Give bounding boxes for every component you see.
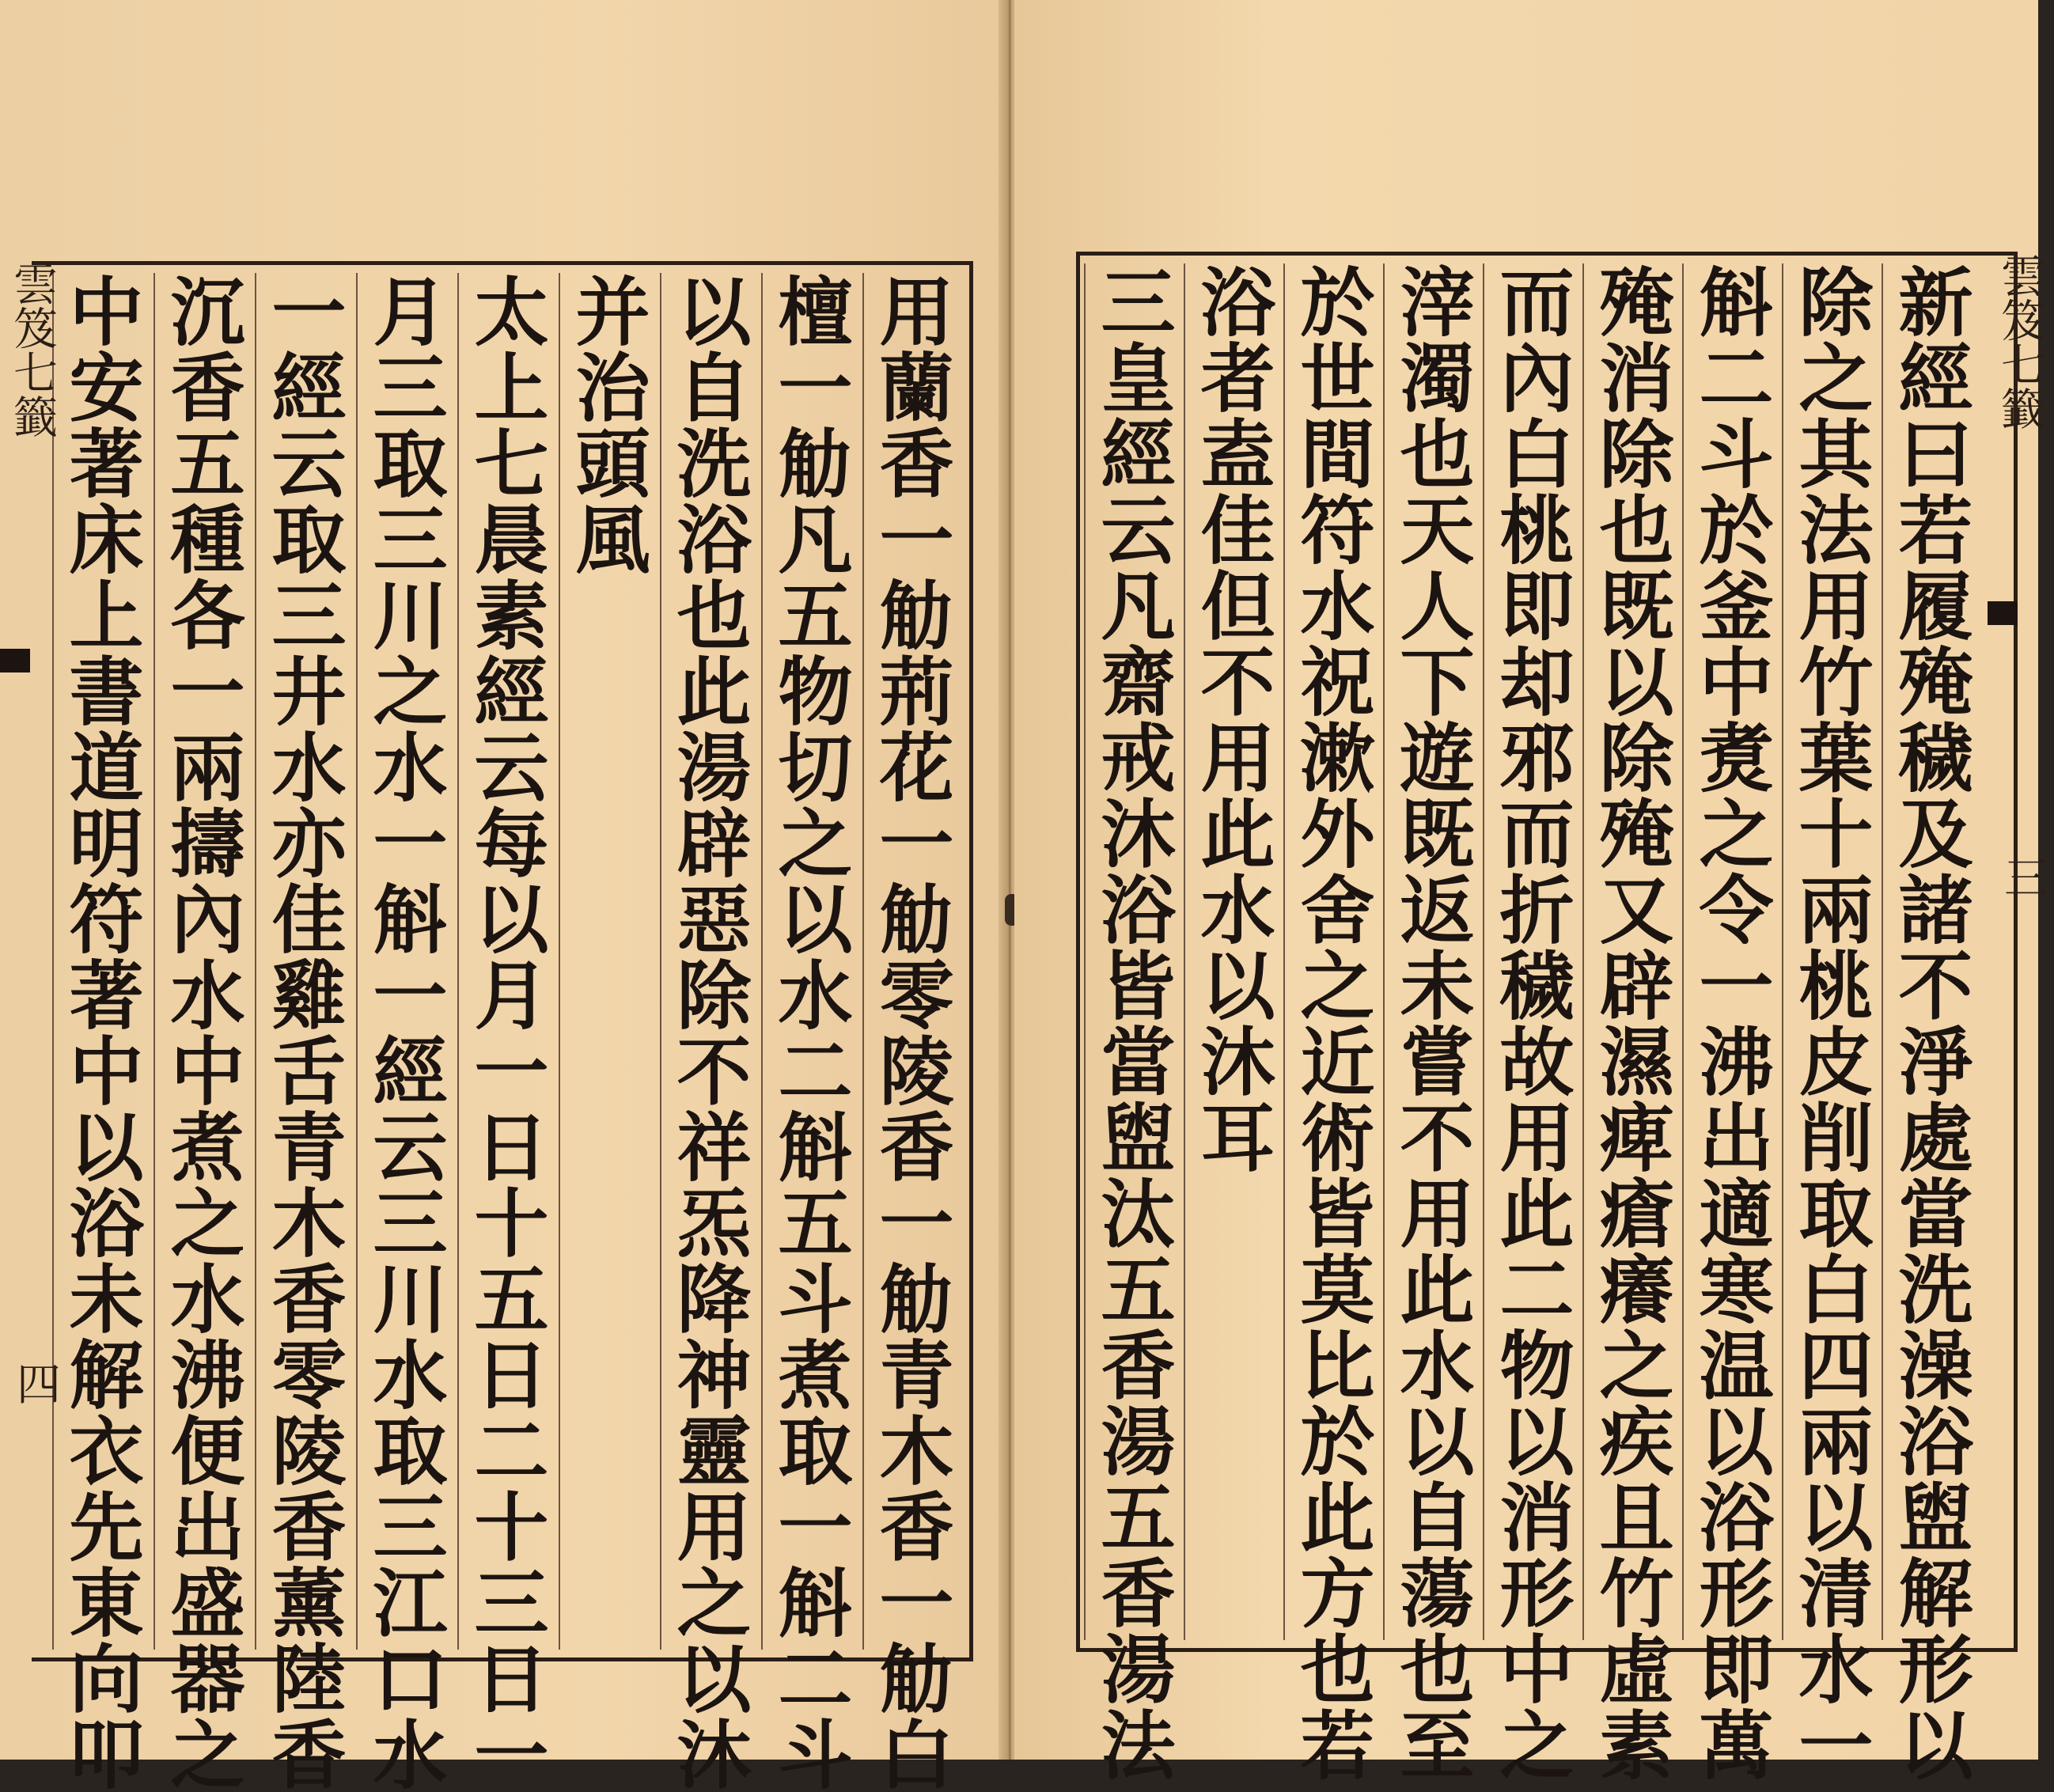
text-column: 而內白桃即却邪而折穢故用此二物以消形中之 [1483,263,1578,1640]
margin-title: 雲笈七籤 [1994,253,2045,430]
text-column: 用蘭香一觔荊花一觔零陵香一觔青木香一觔白 [862,273,957,1650]
page-number: 四 [9,1361,61,1405]
fishtail-mark [0,649,30,672]
text-column: 三皇經云凡齋戒沐浴皆當盥汰五香湯五香湯法 [1084,263,1179,1640]
text-column: 於世間符水祝漱外舍之近術皆莫比於此方也若 [1283,263,1378,1640]
text-column: 月三取三川之水一斛一經云三川水取三江口水 [356,273,451,1650]
text-column: 斛二斗於釜中煑之令一沸出適寒温以浴形即萬 [1682,263,1777,1640]
text-column: 沉香五種各一兩擣內水中煮之水沸便出盛器之 [153,273,248,1650]
text-column: 浴者盍佳但不用此水以沐耳 [1184,263,1279,1640]
text-column: 殗消除也既以除殗又辟濕痺瘡癢之疾且竹虛素 [1582,263,1677,1640]
text-column: 新經曰若履殗穢及諸不淨處當洗澡浴盥解形以 [1882,263,1976,1640]
page-number: 三 [1997,854,2048,899]
text-column: 滓濁也天人下遊既返未嘗不用此水以自蕩也至 [1383,263,1478,1640]
right-page [1014,0,2048,1783]
text-column: 并治頭風 [559,273,654,1650]
text-column: 中安著床上書道明符著中以浴未解衣先東向叩 [52,273,147,1650]
left-page [0,0,1005,1792]
text-column: 太上七晨素經云每以月一日十五日二十三日一 [457,273,552,1650]
fishtail-mark [1988,601,2018,625]
text-column: 檀一觔凡五物切之以水二斛五斗煮取一斛二斗 [761,273,856,1650]
text-column: 除之其法用竹葉十兩桃皮削取白四兩以清水一 [1782,263,1877,1640]
text-column: 一經云取三井水亦佳雞舌青木香零陵香薰陸香 [255,273,350,1650]
text-column: 以自洗浴也此湯辟惡除不祥炁降神靈用之以沐 [660,273,755,1650]
margin-title: 雲笈七籤 [6,261,58,438]
